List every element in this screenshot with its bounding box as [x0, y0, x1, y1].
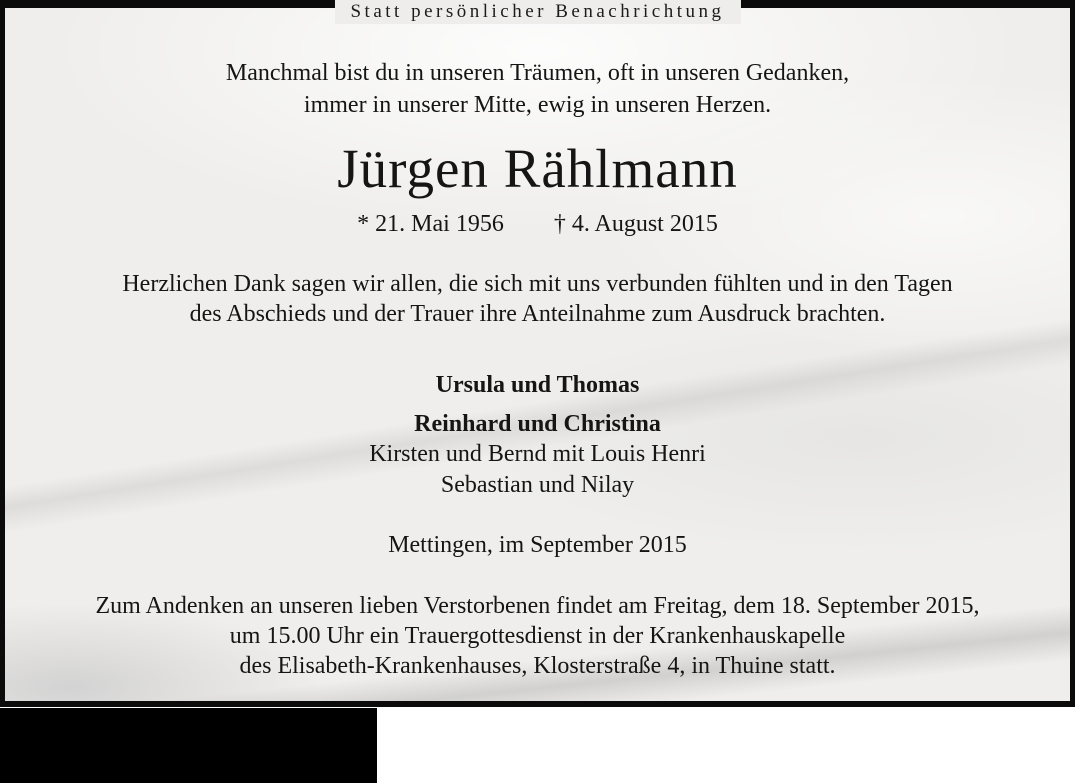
service-line-1: Zum Andenken an unseren lieben Verstorbenen findet am Freitag, dem 18. September 2015,: [95, 593, 980, 619]
epigraph-line-1: Manchmal bist du in unseren Träumen, oft in unseren Gedanken,: [225, 60, 850, 86]
mourner-line-2: Reinhard und Christina: [414, 411, 661, 437]
death-date: † 4. August 2015: [553, 211, 718, 237]
thanks-line-1: Herzlichen Dank sagen wir allen, die sich mit uns verbunden fühlten und in den Tagen: [122, 271, 953, 297]
life-dates: [5, 209, 1070, 239]
mourner-line-1: Ursula und Thomas: [435, 372, 640, 398]
birth-date: * 21. Mai 1956: [357, 211, 504, 237]
notice-header: Statt persönlicher Benachrichtung: [334, 0, 740, 24]
epigraph-line-2: immer in unserer Mitte, ewig in unseren Herzen.: [303, 92, 772, 118]
mourner-line-4: Sebastian und Nilay: [440, 472, 635, 498]
memorial-service-paragraph: [5, 591, 1070, 681]
service-line-2: um 15.00 Uhr ein Trauergottesdienst in der Krankenhauskapelle: [229, 623, 846, 649]
thanks-paragraph: [5, 269, 1070, 329]
redaction-block: [0, 708, 377, 783]
service-line-3: des Elisabeth-Krankenhauses, Klosterstraße 4, in Thuine statt.: [239, 653, 836, 679]
thanks-line-2: des Abschieds und der Trauer ihre Anteilnahme zum Ausdruck brachten.: [189, 301, 886, 327]
mourner-line-3: Kirsten und Bernd mit Louis Henri: [369, 441, 706, 467]
place-and-date: Mettingen, im September 2015: [388, 532, 687, 558]
deceased-name: Jürgen Rählmann: [337, 138, 738, 199]
